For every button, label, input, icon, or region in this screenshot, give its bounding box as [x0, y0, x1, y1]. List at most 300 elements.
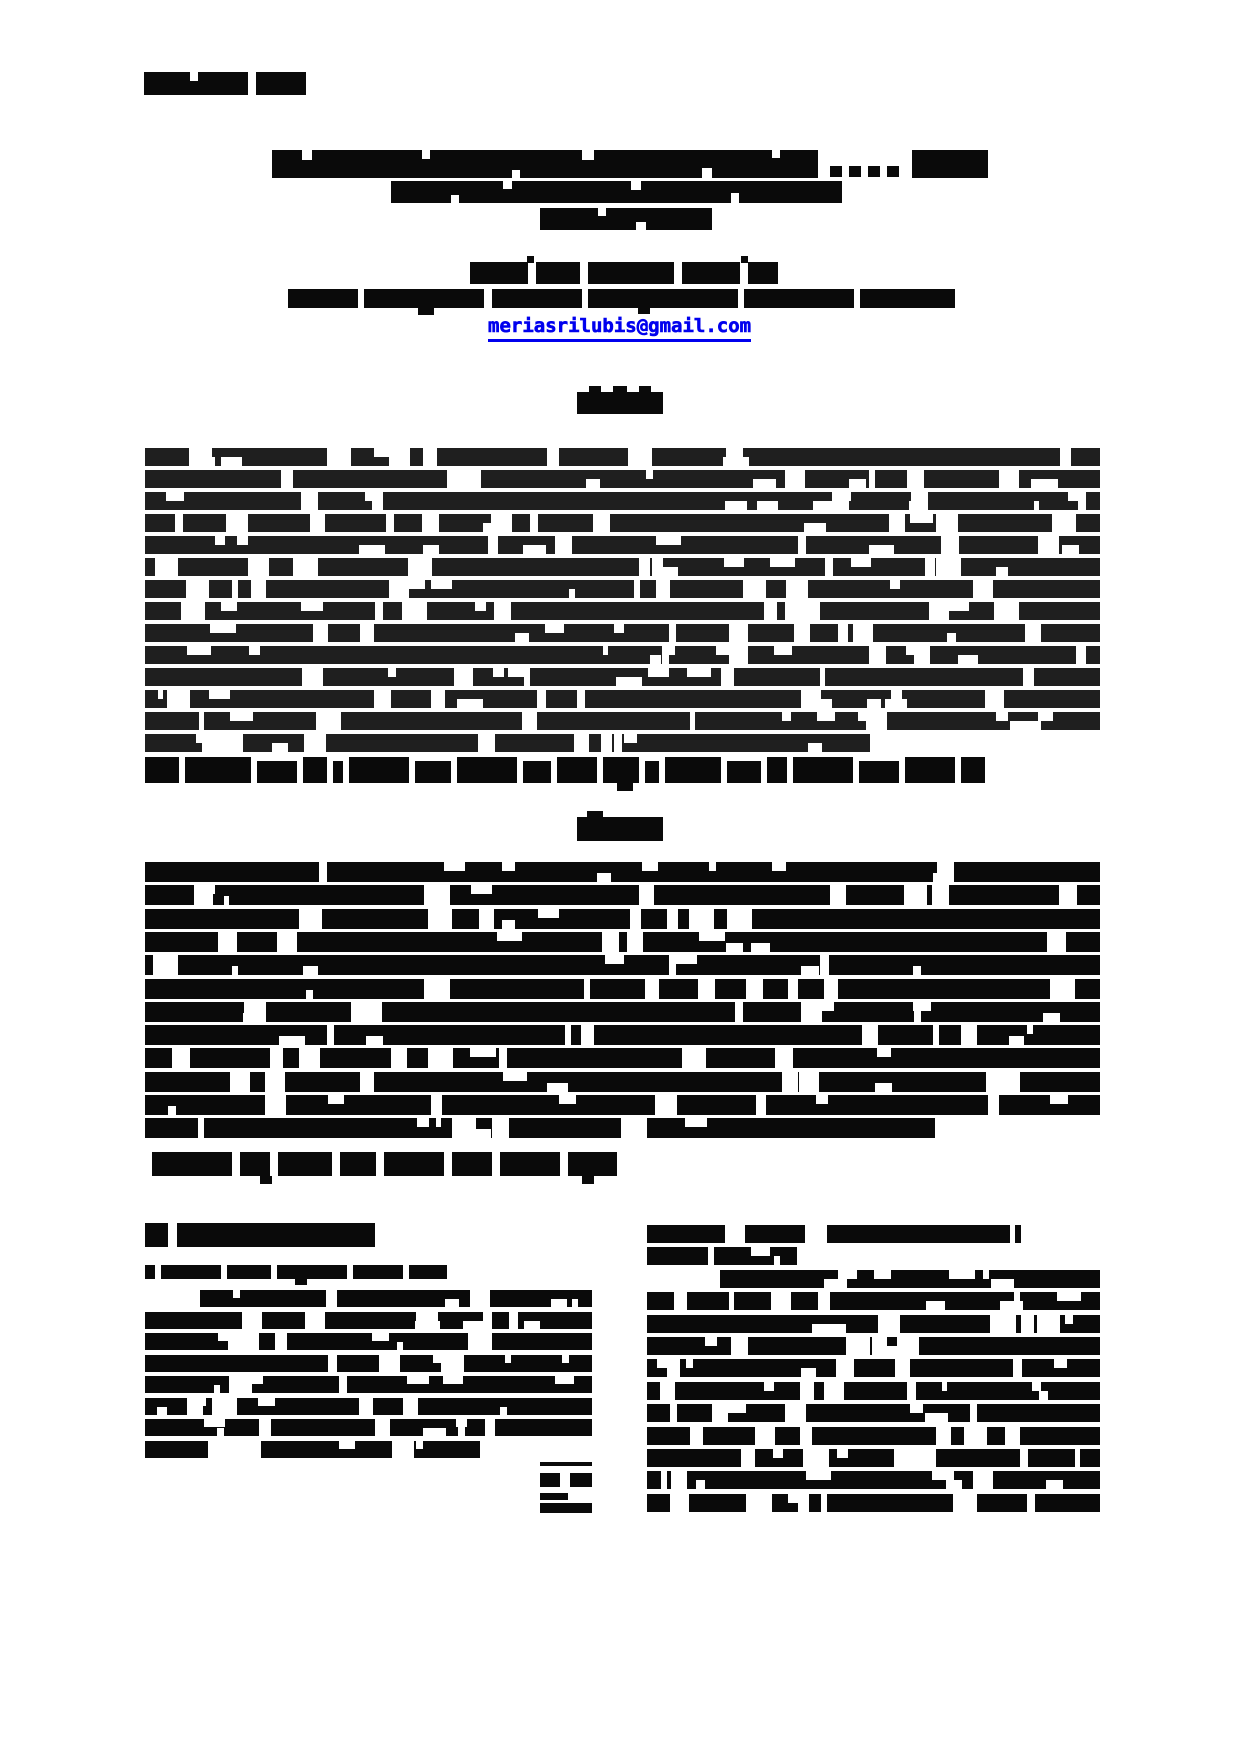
- keywords-id-line-redacted-ink: [523, 761, 551, 783]
- abstract-en-paragraph-redacted-gap: [667, 909, 678, 929]
- abstract-id-paragraph-redacted-gap: [494, 602, 511, 620]
- right-column-paragraph-redacted-gap: [872, 1337, 887, 1355]
- left-column-paragraph-redacted-gap: [392, 1441, 414, 1458]
- abstract-en-paragraph-redacted-gap: [913, 966, 921, 975]
- left-column-paragraph-redacted-gap: [453, 1355, 458, 1372]
- abstract-en-paragraph-redacted-gap: [299, 909, 322, 929]
- abstract-id-paragraph-redacted-gap: [726, 448, 743, 457]
- affiliation-line-redacted-ink: [744, 289, 854, 308]
- left-column-paragraph-redacted-gap: [258, 1398, 275, 1406]
- left-column-paragraph-redacted-gap: [433, 1355, 441, 1363]
- left-column-paragraph-redacted-gap: [397, 1342, 403, 1350]
- abstract-id-paragraph-redacted-gap: [302, 668, 323, 686]
- keywords-id-line-redacted-ink: [257, 761, 297, 783]
- left-column-paragraph-redacted-gap: [505, 1355, 511, 1363]
- abstract-id-paragraph-redacted-gap: [999, 470, 1019, 488]
- abstract-id-paragraph-redacted-gap: [221, 457, 242, 466]
- title-line-1-redacted-gap: [422, 150, 430, 159]
- right-column-paragraph-redacted-gap: [983, 1270, 989, 1279]
- left-column-paragraph-redacted-ink: [145, 1376, 592, 1393]
- right-column-paragraph-redacted-gap: [818, 1292, 830, 1310]
- abstract-id-paragraph-redacted-gap: [782, 712, 791, 721]
- abstract-id-paragraph-redacted-gap: [838, 624, 848, 642]
- abstract-id-paragraph-redacted-gap: [1038, 712, 1053, 721]
- abstract-en-paragraph-redacted-gap: [699, 932, 725, 941]
- right-column-paragraph-redacted-gap: [741, 1449, 755, 1467]
- abstract-id-paragraph-redacted-gap: [199, 712, 204, 730]
- abstract-id-paragraph-redacted-gap: [586, 479, 600, 488]
- right-column-paragraph-redacted-ink: [647, 1449, 1100, 1467]
- abstract-id-paragraph-redacted-gap: [327, 448, 351, 466]
- abstrak-heading-redacted-ink: [577, 392, 663, 414]
- abstract-id-paragraph-redacted-gap: [603, 646, 608, 655]
- keywords-id-line-redacted-ink: [415, 761, 451, 783]
- abstract-id-paragraph-redacted-gap: [1078, 492, 1086, 510]
- right-column-paragraph-redacted-gap: [661, 1471, 667, 1489]
- author-line-redacted-ink: [588, 262, 674, 284]
- keywords-id-line-redacted-ink: [665, 757, 721, 783]
- abstract-id-paragraph-redacted-gap: [869, 470, 875, 488]
- right-column-paragraph-redacted-gap: [1005, 1427, 1020, 1445]
- abstract-en-paragraph-redacted-gap: [306, 990, 313, 999]
- abstract-id-paragraph-redacted-gap: [230, 712, 253, 721]
- footer-page-number-redacted-ink: [540, 1503, 592, 1513]
- abstract-id-paragraph-redacted-gap: [743, 580, 766, 598]
- abstract-id-paragraph-redacted-gap: [867, 699, 881, 708]
- journal-header-redacted-ink: [256, 72, 306, 95]
- right-column-paragraph-redacted-gap: [746, 1494, 772, 1512]
- abstract-en-paragraph-redacted-gap: [424, 885, 450, 905]
- right-column-paragraph-redacted-gap: [878, 1315, 900, 1333]
- right-column-paragraph-redacted-gap: [936, 1427, 951, 1445]
- abstract-id-paragraph-redacted-gap: [530, 514, 538, 532]
- abstract-en-paragraph-redacted-gap: [932, 885, 949, 905]
- abstract-id-paragraph-redacted-gap: [1010, 721, 1026, 730]
- abstract-en-paragraph-redacted-ink: [145, 885, 1100, 905]
- title-line-1-redacted-ink: [868, 166, 880, 177]
- abstract-id-paragraph-redacted-gap: [569, 589, 575, 598]
- abstract-id-paragraph-redacted-gap: [386, 514, 394, 532]
- abstract-en-paragraph-redacted-gap: [746, 979, 763, 999]
- left-column-paragraph-redacted-gap: [328, 1355, 337, 1372]
- right-column-paragraph-redacted-gap: [690, 1427, 703, 1445]
- author-line-redacted-ink: [741, 256, 748, 263]
- right-column-paragraph-redacted-gap: [696, 1480, 705, 1489]
- abstract-en-paragraph-redacted-gap: [735, 1002, 743, 1022]
- abstract-id-paragraph-redacted-gap: [925, 558, 935, 576]
- right-column-paragraph-redacted-gap: [1032, 1382, 1041, 1391]
- title-line-1-redacted-gap: [772, 150, 780, 158]
- abstract-en-paragraph-redacted-gap: [194, 885, 213, 905]
- keywords-en-line-redacted-ink: [278, 1152, 332, 1176]
- right-column-paragraph-redacted-gap: [705, 1337, 717, 1346]
- footer-page-number-redacted-ink: [540, 1493, 568, 1500]
- abstract-en-paragraph-redacted-gap: [961, 1025, 977, 1045]
- abstract-id-paragraph-redacted-gap: [936, 558, 961, 576]
- abstract-id-paragraph-redacted-gap: [662, 646, 669, 664]
- abstract-id-paragraph-redacted-gap: [614, 624, 624, 633]
- right-column-paragraph-redacted-ink: [720, 1270, 1100, 1288]
- abstract-en-paragraph-redacted-gap: [153, 955, 171, 975]
- abstract-en-paragraph-redacted-gap: [431, 1095, 442, 1115]
- abstract-id-paragraph-redacted-gap: [465, 677, 472, 686]
- author-line-redacted-ink: [470, 262, 528, 284]
- abstract-en-paragraph-redacted-gap: [801, 1002, 822, 1022]
- abstract-id-paragraph-redacted-gap: [422, 514, 439, 532]
- keywords-id-line-redacted-ink: [185, 757, 251, 783]
- left-column-paragraph-redacted-gap: [572, 1299, 578, 1307]
- abstract-id-paragraph-redacted-gap: [648, 668, 669, 677]
- abstract-id-paragraph-redacted-gap: [1052, 514, 1076, 532]
- keywords-id-line-redacted-ink: [793, 757, 853, 783]
- abstract-id-paragraph-redacted-gap: [215, 536, 225, 545]
- abstract-en-paragraph-redacted-gap: [904, 885, 927, 905]
- abstract-en-paragraph-redacted-gap: [1050, 979, 1075, 999]
- right-column-paragraph-redacted-gap: [771, 1292, 791, 1310]
- abstract-en-paragraph-redacted-gap: [584, 979, 590, 999]
- abstract-id-paragraph-redacted-gap: [248, 558, 269, 576]
- abstract-id-paragraph-redacted-gap: [656, 580, 670, 598]
- abstract-id-paragraph-redacted-gap: [374, 690, 391, 708]
- abstract-en-paragraph-redacted-gap: [597, 873, 611, 882]
- right-column-paragraph-redacted-gap: [803, 1449, 829, 1467]
- right-column-paragraph-redacted-gap: [932, 1471, 954, 1480]
- left-column-paragraph-redacted-gap: [500, 1407, 507, 1415]
- right-column-paragraph-redacted-gap: [824, 1382, 844, 1400]
- abstract-en-paragraph-redacted-gap: [581, 1025, 594, 1045]
- left-column-paragraph-redacted-gap: [485, 1419, 495, 1436]
- abstract-id-paragraph-redacted-gap: [313, 624, 328, 642]
- abstract-id-paragraph-redacted-gap: [166, 492, 184, 501]
- right-column-paragraph-redacted-gap: [812, 1324, 834, 1333]
- abstract-en-paragraph-redacted-gap: [172, 1048, 190, 1068]
- abstract-en-paragraph-redacted-gap: [685, 1118, 707, 1127]
- abstract-id-paragraph-redacted-gap: [798, 536, 806, 554]
- abstract-id-paragraph-redacted-gap: [293, 558, 318, 576]
- abstract-id-paragraph-redacted-gap: [537, 690, 546, 708]
- abstract-id-paragraph-redacted-gap: [408, 558, 432, 576]
- abstract-id-paragraph-redacted-gap: [910, 514, 933, 523]
- abstract-en-paragraph-redacted-gap: [417, 1118, 429, 1127]
- abstract-en-paragraph-redacted-gap: [168, 1106, 176, 1115]
- right-column-paragraph-redacted-ink: [827, 1225, 1010, 1243]
- abstract-id-paragraph-redacted-gap: [1034, 501, 1039, 510]
- keywords-id-line-redacted-ink: [303, 757, 327, 783]
- abstract-id-paragraph-redacted-gap: [687, 668, 711, 677]
- title-line-2-redacted-gap: [503, 181, 512, 189]
- abstract-en-paragraph-redacted-gap: [279, 1036, 305, 1045]
- abstract-id-paragraph-redacted-gap: [985, 690, 1004, 708]
- title-line-3-redacted-gap: [598, 208, 606, 216]
- abstract-id-paragraph-redacted-gap: [849, 479, 866, 488]
- abstract-id-paragraph-redacted-gap: [515, 633, 529, 642]
- abstract-id-paragraph-redacted-gap: [614, 734, 622, 752]
- abstract-en-paragraph-redacted-gap: [565, 1025, 571, 1045]
- title-line-1-redacted-ink: [830, 166, 842, 177]
- abstract-en-paragraph-redacted-gap: [862, 1025, 878, 1045]
- abstract-en-paragraph-redacted-gap: [655, 1095, 677, 1115]
- abstract-en-paragraph-redacted-gap: [645, 979, 659, 999]
- right-column-paragraph-redacted-gap: [824, 1279, 847, 1288]
- right-column-paragraph-redacted-gap: [837, 1449, 848, 1458]
- right-column-paragraph-redacted-gap: [973, 1471, 993, 1489]
- abstract-en-paragraph-redacted-gap: [243, 1013, 255, 1022]
- abstract-id-paragraph-redacted-gap: [389, 448, 410, 466]
- title-line-1-redacted-ink: [272, 150, 818, 178]
- keywords-id-line-redacted-ink: [557, 757, 597, 783]
- abstract-id-paragraph-redacted-gap: [851, 558, 871, 567]
- abstract-id-paragraph-redacted-gap: [1076, 646, 1086, 664]
- abstract-id-paragraph-redacted-gap: [656, 536, 681, 545]
- title-line-1-redacted-gap: [302, 150, 312, 160]
- keywords-en-line-redacted-ink: [152, 1152, 232, 1176]
- title-line-1-redacted-gap: [702, 168, 712, 178]
- section-1-1-subheading-redacted-ink: [277, 1265, 347, 1279]
- abstract-en-paragraph-redacted-ink: [145, 1002, 1100, 1022]
- abstract-id-paragraph-redacted-gap: [402, 602, 427, 620]
- abstract-id-paragraph-redacted-gap: [389, 580, 409, 598]
- abstract-id-paragraph-redacted-gap: [593, 514, 610, 532]
- abstract-id-paragraph-redacted-gap: [914, 646, 930, 664]
- abstract-id-paragraph-redacted-gap: [1023, 668, 1034, 686]
- abstract-id-paragraph-redacted-gap: [272, 743, 288, 752]
- abstract-id-paragraph-redacted-gap: [757, 501, 778, 510]
- abstract-id-paragraph-redacted-gap: [455, 470, 471, 479]
- author-line-redacted-ink: [748, 262, 778, 284]
- footer-page-number-redacted-ink: [540, 1462, 592, 1466]
- right-column-paragraph-redacted-gap: [846, 1337, 870, 1355]
- left-column-paragraph-redacted-gap: [445, 1299, 459, 1307]
- left-column-paragraph-redacted-gap: [468, 1333, 492, 1350]
- abstract-id-paragraph-redacted-gap: [890, 580, 900, 589]
- abstract-id-paragraph-redacted-gap: [808, 743, 822, 752]
- left-column-paragraph-redacted-gap: [423, 1428, 446, 1436]
- abstract-id-paragraph-redacted-gap: [493, 668, 504, 677]
- abstract-en-paragraph-redacted-gap: [361, 1002, 382, 1022]
- left-column-paragraph-redacted-gap: [359, 1398, 373, 1415]
- left-column-paragraph-redacted-gap: [386, 1364, 396, 1372]
- abstract-en-paragraph-redacted-gap: [360, 1072, 374, 1092]
- abstract-en-paragraph-redacted-gap: [547, 1083, 568, 1092]
- left-column-paragraph-redacted-gap: [201, 1398, 206, 1406]
- right-column-paragraph-redacted-gap: [1013, 1359, 1022, 1377]
- abstract-id-paragraph-redacted-gap: [947, 602, 967, 611]
- abstract-en-paragraph-redacted-gap: [1050, 1095, 1068, 1104]
- keywords-id-line-redacted-ink: [603, 757, 639, 783]
- left-column-paragraph-redacted-gap: [563, 1376, 572, 1384]
- abstract-id-paragraph-redacted-gap: [803, 602, 820, 620]
- author-line-redacted-ink: [536, 262, 580, 284]
- abstract-en-paragraph-redacted-gap: [224, 896, 229, 905]
- abstract-id-paragraph-redacted-gap: [639, 558, 650, 576]
- title-line-1-redacted-gap: [512, 170, 520, 178]
- left-column-paragraph-redacted-gap: [443, 1376, 463, 1384]
- abstract-en-paragraph-redacted-gap: [503, 1072, 527, 1081]
- abstract-en-paragraph-redacted-gap: [772, 862, 786, 871]
- left-column-paragraph-redacted-gap: [208, 1441, 233, 1458]
- abstract-id-paragraph-redacted-gap: [774, 646, 792, 655]
- abstract-id-paragraph-redacted-gap: [724, 558, 744, 567]
- abstrak-heading-redacted-ink: [613, 386, 627, 392]
- abstract-id-paragraph-redacted-gap: [577, 690, 585, 708]
- abstract-id-paragraph-redacted-gap: [1025, 721, 1041, 730]
- right-column-paragraph-redacted-gap: [801, 1368, 816, 1377]
- title-line-3-redacted-gap: [636, 222, 646, 230]
- abstract-id-paragraph-redacted-gap: [189, 448, 212, 466]
- abstract-en-heading-redacted-ink: [577, 817, 663, 841]
- abstract-en-paragraph-redacted-gap: [816, 1095, 828, 1104]
- abstract-id-paragraph-redacted-gap: [249, 646, 260, 655]
- footer-page-number-redacted-ink: [540, 1473, 560, 1487]
- abstract-id-paragraph-redacted-gap: [237, 536, 248, 545]
- left-column-paragraph-redacted-gap: [403, 1398, 418, 1415]
- left-column-paragraph-redacted-gap: [458, 1419, 465, 1436]
- right-column-paragraph-redacted-gap: [773, 1449, 783, 1458]
- abstract-id-paragraph-redacted-gap: [786, 580, 808, 598]
- abstract-id-paragraph-redacted-gap: [1038, 536, 1059, 554]
- abstract-id-paragraph-redacted-gap: [281, 470, 293, 488]
- left-column-paragraph-redacted-gap: [463, 1321, 488, 1329]
- abstract-id-paragraph-redacted-gap: [374, 448, 389, 457]
- right-column-paragraph-redacted-gap: [1027, 1494, 1035, 1512]
- keywords-id-line-redacted-ink: [859, 761, 899, 783]
- abstract-id-paragraph-redacted-gap: [301, 492, 318, 510]
- abstract-en-paragraph-redacted-ink: [145, 1118, 935, 1138]
- right-column-paragraph-redacted-gap: [925, 1413, 948, 1422]
- left-column-paragraph-redacted-gap: [339, 1441, 355, 1449]
- right-column-paragraph-redacted-ink: [745, 1225, 805, 1243]
- right-column-paragraph-redacted-gap: [686, 1359, 693, 1368]
- abstract-en-paragraph-redacted-gap: [824, 979, 838, 999]
- abstract-id-paragraph-redacted-gap: [628, 448, 649, 466]
- abstract-id-paragraph-redacted-gap: [723, 457, 749, 466]
- abstract-en-paragraph-redacted-gap: [327, 1025, 334, 1045]
- abstrak-heading-redacted-ink: [639, 386, 651, 392]
- keywords-id-line-redacted-ink: [727, 761, 761, 783]
- right-column-paragraph-redacted-ink: [1015, 1225, 1021, 1243]
- abstract-en-paragraph-redacted-gap: [502, 920, 515, 929]
- abstract-id-paragraph-redacted-ink: [145, 646, 1100, 664]
- abstract-en-paragraph-redacted-gap: [277, 932, 297, 952]
- right-column-paragraph-redacted-gap: [751, 1247, 770, 1256]
- abstract-id-paragraph-redacted-gap: [753, 479, 776, 488]
- right-column-paragraph-redacted-gap: [964, 1427, 980, 1445]
- left-column-paragraph-redacted-gap: [157, 1407, 167, 1415]
- abstract-en-paragraph-redacted-gap: [218, 932, 237, 952]
- abstract-id-paragraph-redacted-gap: [167, 690, 190, 708]
- abstract-id-paragraph-redacted-gap: [831, 501, 849, 510]
- left-column-paragraph-redacted-ink: [145, 1441, 480, 1458]
- keywords-id-line-redacted-ink: [145, 757, 179, 783]
- author-email-link[interactable]: meriasrilubis@gmail.com: [488, 314, 751, 342]
- right-column-paragraph-redacted-gap: [670, 1404, 677, 1422]
- left-column-paragraph-redacted-gap: [551, 1299, 567, 1307]
- right-column-paragraph-redacted-gap: [1054, 1359, 1067, 1368]
- abstract-en-paragraph-redacted-gap: [499, 1048, 507, 1068]
- author-line-redacted-ink: [527, 256, 534, 263]
- abstract-id-paragraph-redacted-gap: [973, 580, 993, 598]
- right-column-paragraph-redacted-gap: [953, 1494, 977, 1512]
- affiliation-line-redacted-ink: [860, 289, 955, 308]
- abstract-id-paragraph-redacted-ink: [145, 492, 1100, 510]
- abstract-id-paragraph-redacted-gap: [947, 633, 956, 642]
- abstract-id-paragraph-redacted-gap: [909, 501, 918, 510]
- keywords-id-line-redacted-ink: [645, 761, 659, 783]
- abstract-id-paragraph-redacted-gap: [175, 514, 183, 532]
- abstract-en-paragraph-redacted-gap: [820, 955, 829, 975]
- abstract-en-paragraph-redacted-gap: [799, 1072, 819, 1092]
- right-column-paragraph-redacted-ink: [647, 1427, 1100, 1445]
- title-line-1-redacted-ink: [849, 166, 861, 177]
- keywords-id-line-redacted-ink: [349, 757, 409, 783]
- abstract-id-paragraph-redacted-gap: [941, 536, 959, 554]
- left-column-paragraph-redacted-gap: [475, 1290, 490, 1307]
- abstract-en-paragraph-redacted-ink: [145, 909, 1100, 929]
- abstract-id-paragraph-redacted-gap: [196, 734, 222, 743]
- right-column-paragraph-redacted-gap: [1039, 1391, 1048, 1400]
- title-line-2-redacted-gap: [451, 195, 459, 203]
- left-column-paragraph-redacted-gap: [305, 1312, 325, 1329]
- abstract-en-paragraph-redacted-gap: [698, 979, 710, 999]
- abstract-id-paragraph-redacted-gap: [869, 545, 894, 554]
- keywords-en-line-redacted-ink: [240, 1152, 270, 1176]
- abstract-en-paragraph-redacted-gap: [639, 885, 654, 905]
- abstract-en-paragraph-redacted-gap: [265, 1095, 286, 1115]
- left-column-paragraph-redacted-gap: [214, 1385, 220, 1393]
- abstract-id-paragraph-redacted-gap: [770, 558, 795, 567]
- abstract-en-paragraph-redacted-gap: [602, 932, 619, 952]
- abstract-en-paragraph-redacted-gap: [913, 1002, 931, 1011]
- abstract-en-paragraph-redacted-gap: [788, 979, 798, 999]
- abstract-en-paragraph-redacted-gap: [559, 1095, 576, 1104]
- abstract-en-paragraph-redacted-gap: [470, 1048, 496, 1057]
- left-column-paragraph-redacted-gap: [275, 1333, 287, 1350]
- left-column-paragraph-redacted-gap: [407, 1376, 429, 1384]
- abstract-id-paragraph-redacted-gap: [1060, 448, 1071, 466]
- right-column-paragraph-redacted-gap: [729, 1292, 734, 1310]
- abstract-id-paragraph-redacted-gap: [650, 655, 661, 664]
- abstract-id-paragraph-redacted-gap: [729, 624, 748, 642]
- abstract-en-paragraph-redacted-gap: [538, 909, 559, 918]
- abstrak-heading-redacted-ink: [589, 386, 601, 392]
- right-column-paragraph-redacted-gap: [907, 1382, 916, 1400]
- abstract-id-paragraph-redacted-gap: [817, 712, 835, 721]
- abstract-id-paragraph-redacted-gap: [221, 602, 237, 611]
- abstract-id-paragraph-redacted-gap: [423, 448, 431, 466]
- abstract-id-paragraph-redacted-gap: [624, 734, 637, 743]
- right-column-paragraph-redacted-gap: [1014, 1292, 1020, 1310]
- abstract-en-paragraph-redacted-gap: [782, 1072, 798, 1092]
- abstract-en-paragraph-redacted-gap: [303, 966, 318, 975]
- right-column-paragraph-redacted-gap: [1021, 1315, 1034, 1333]
- abstract-en-paragraph-redacted-gap: [875, 1083, 892, 1092]
- abstract-id-paragraph-redacted-gap: [483, 523, 497, 532]
- right-column-paragraph-redacted-gap: [785, 1404, 806, 1422]
- left-column-paragraph-redacted-gap: [217, 1428, 224, 1436]
- left-column-paragraph-redacted-ink: [145, 1333, 592, 1350]
- abstract-en-paragraph-redacted-gap: [630, 909, 641, 929]
- abstract-id-paragraph-redacted-gap: [661, 567, 678, 576]
- abstract-id-paragraph-redacted-gap: [820, 668, 825, 686]
- abstract-id-paragraph-redacted-gap: [186, 580, 209, 598]
- abstract-id-paragraph-redacted-gap: [721, 668, 734, 686]
- abstract-en-paragraph-redacted-gap: [471, 885, 492, 894]
- keywords-id-line-redacted-ink: [457, 757, 517, 783]
- left-column-paragraph-redacted-gap: [326, 1290, 337, 1307]
- author-line-redacted-ink: [682, 262, 740, 284]
- abstract-id-paragraph-redacted-gap: [523, 545, 546, 554]
- abstract-id-paragraph-redacted-gap: [764, 602, 777, 620]
